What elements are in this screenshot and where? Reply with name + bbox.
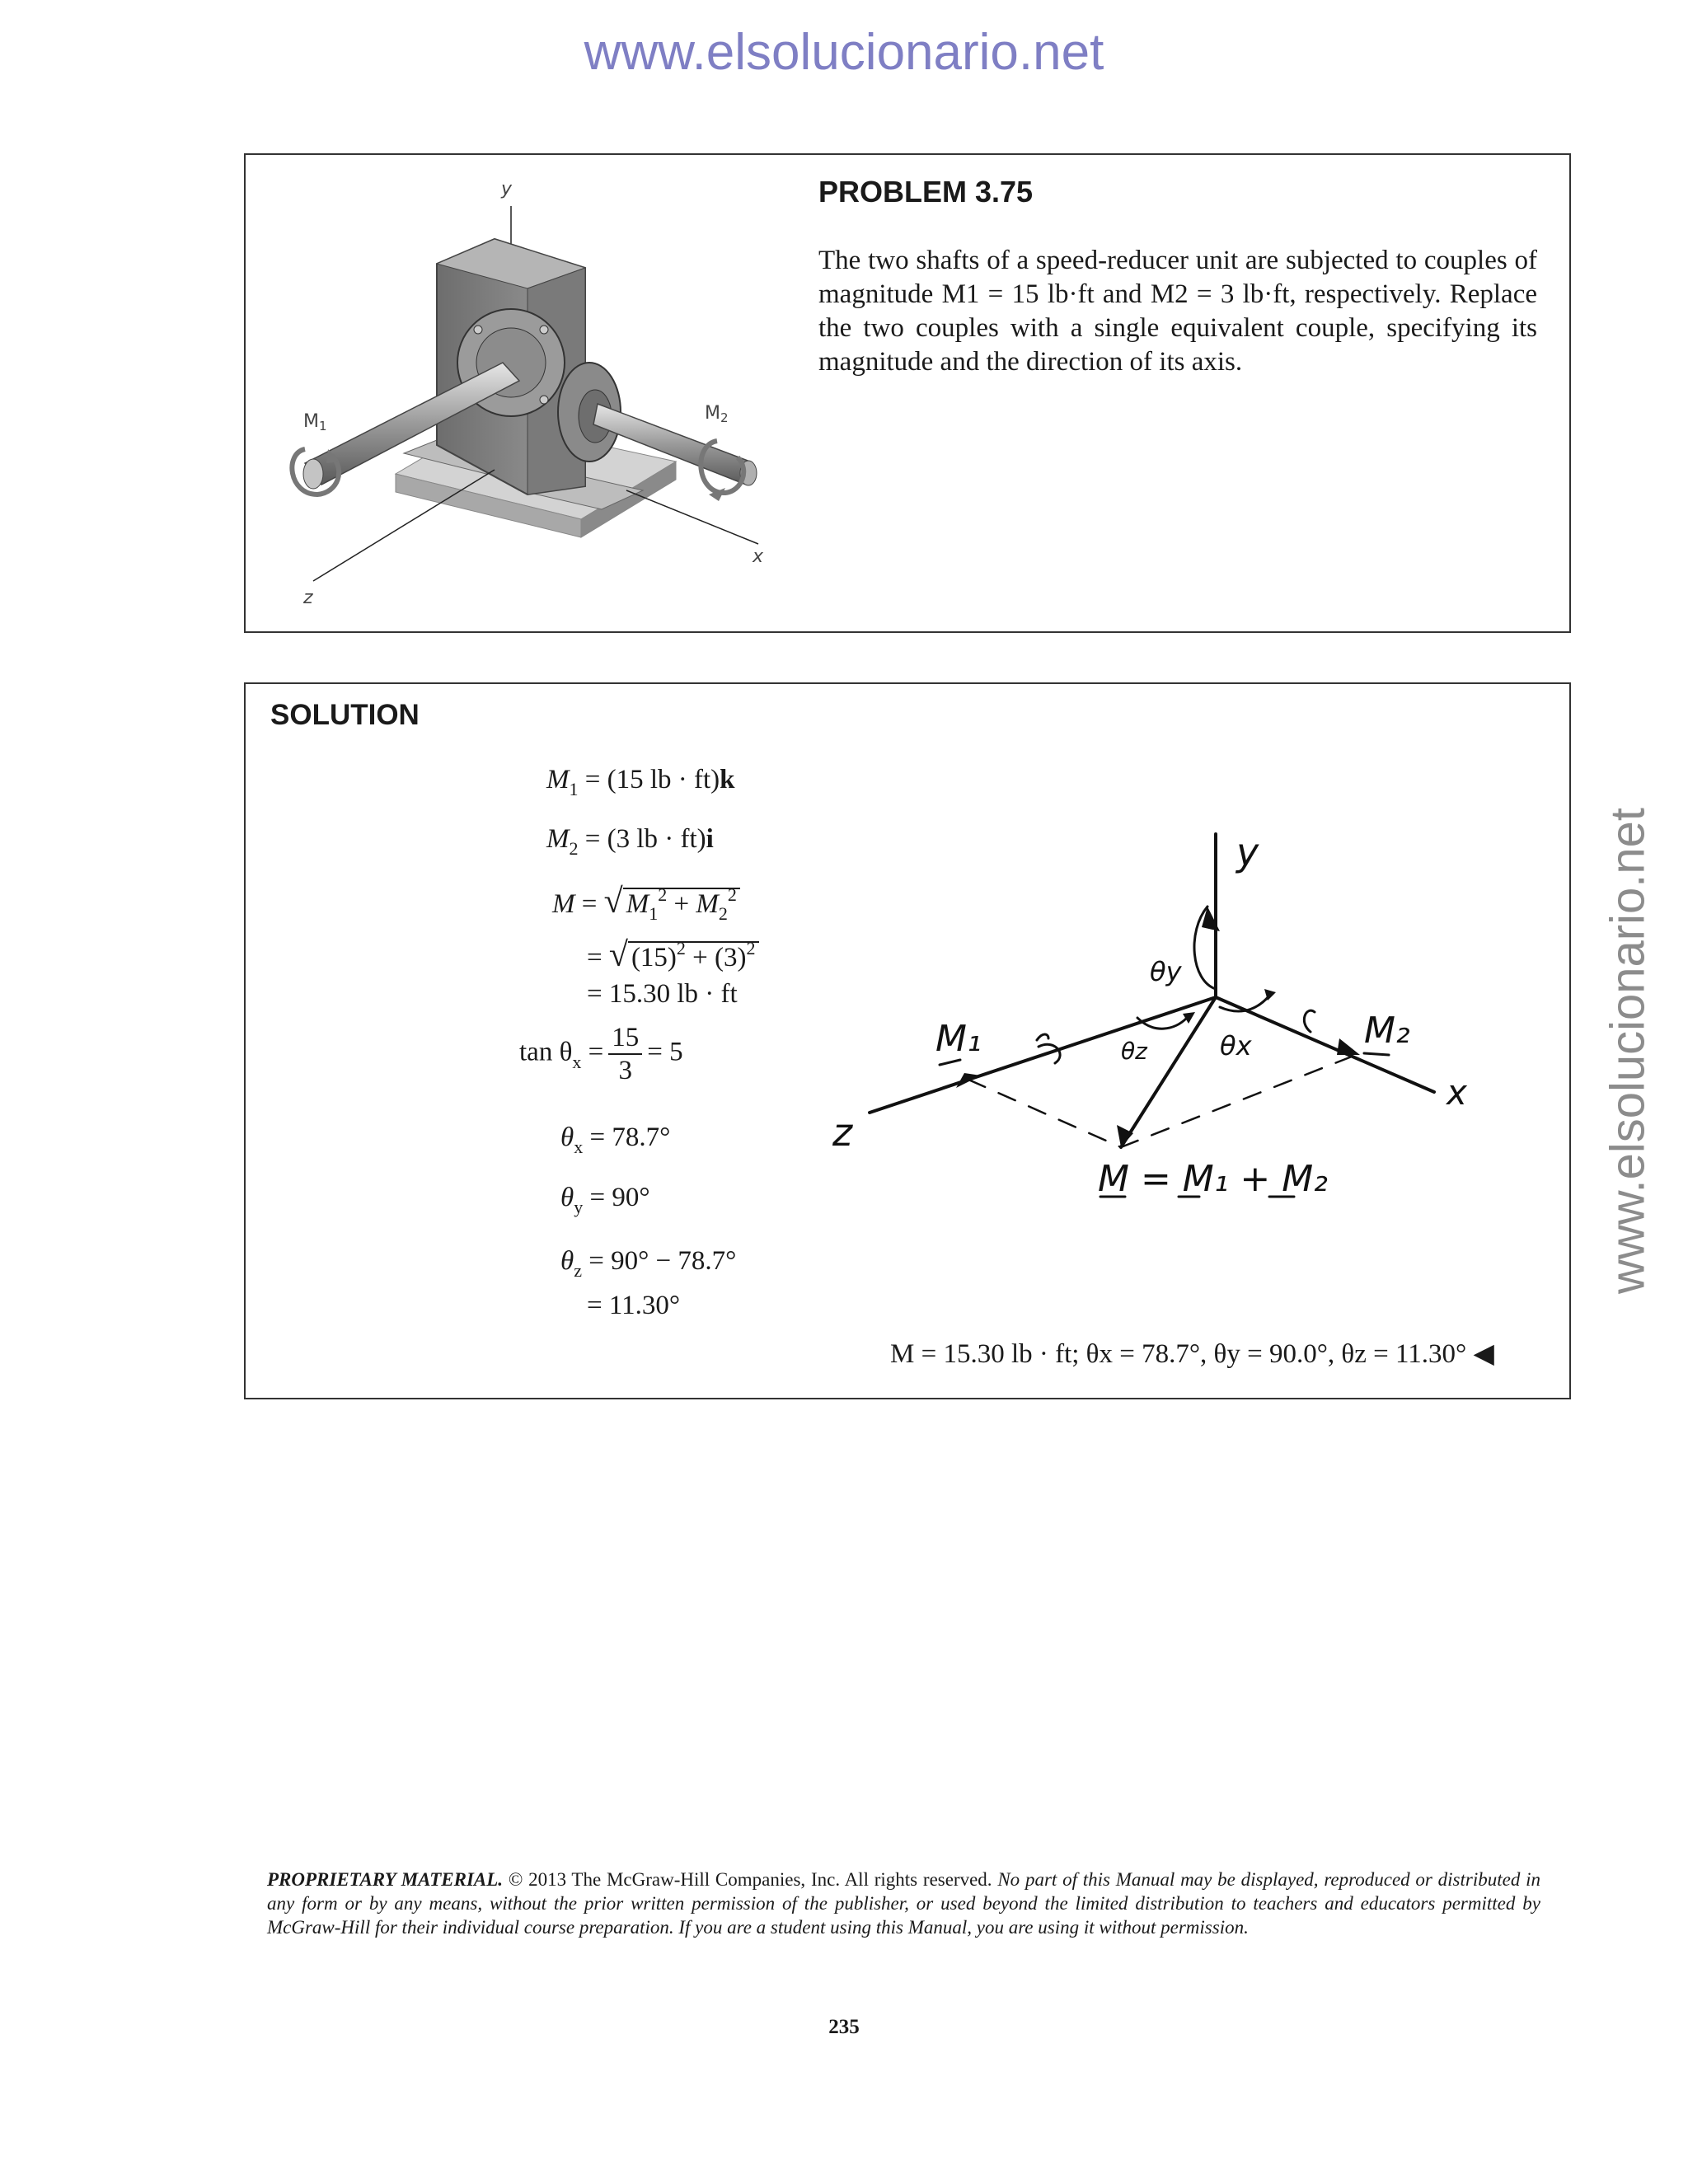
page-number: 235 xyxy=(828,2016,860,2038)
equation-tan-theta-x: $\tan \theta_x$ = $\frac{15}{3}$ = 5 xyxy=(519,1023,683,1085)
equation-theta-z: $\theta_z = 90^\circ - 78.7^\circ$ xyxy=(560,1246,737,1281)
equation-m2: $M_2 = (3$ lb · ft)i xyxy=(546,824,714,859)
figure-x-axis xyxy=(626,490,758,544)
equation-magnitude: M = √ $M_1^2 + M_2^2$ xyxy=(552,882,740,921)
equation-m1: $M_1 = (15$ lb · ft)k xyxy=(546,765,735,799)
figure-x-label: x xyxy=(753,546,764,567)
equation-magnitude-values: = √ $(15)^2 + (3)^2$ xyxy=(587,935,759,975)
speed-reducer-figure xyxy=(280,165,791,610)
solution-title: SOLUTION xyxy=(270,699,420,731)
figure-z-label: z xyxy=(303,588,313,608)
sketch-m1-label: M₁ xyxy=(935,1018,982,1060)
sketch-z-label: z xyxy=(832,1110,853,1155)
sketch-y-label: y xyxy=(1236,830,1259,874)
figure-m1-label: M1 xyxy=(303,411,327,434)
problem-text: The two shafts of a speed-reducer unit are subjected to couples of magnitude M1 = 15 lb·ft and M2 = 3 lb·ft, respectively. Replace the two couples with a single equivalent couple, specifying its magnitude and the direction of its axis. xyxy=(818,246,1537,377)
vector-sketch xyxy=(832,816,1508,1228)
footer-copyright: PROPRIETARY MATERIAL. © 2013 The McGraw-Hill Companies, Inc. All rights reserved. No part of this Manual may be displayed, reproduced or distributed in any form or by any means, without the prior written permission of the publisher, or used beyond the limited distribution to teachers and educators permitted by McGraw-Hill for their individual course preparation. If you are a student using this Manual, you are using it without permission. xyxy=(267,1869,1540,1938)
watermark-side: www.elsolucionario.net xyxy=(1601,808,1655,1294)
equation-magnitude-result: = 15.30 lb · ft xyxy=(587,979,738,1009)
sketch-z-axis xyxy=(870,997,1216,1113)
figure-m2-label: M2 xyxy=(705,403,729,425)
sketch-resultant-label: M = M₁ + M₂ xyxy=(1098,1158,1328,1200)
watermark-top[interactable]: www.elsolucionario.net xyxy=(584,24,1104,81)
sketch-m2-label: M₂ xyxy=(1364,1010,1410,1052)
equation-theta-y: $\theta_y = 90^\circ$ xyxy=(560,1183,650,1217)
sketch-resultant-vector xyxy=(1121,997,1216,1147)
figure-y-label: y xyxy=(501,179,513,199)
sketch-theta-z-label: θz xyxy=(1121,1038,1147,1065)
equation-theta-z-result: = 11.30° xyxy=(587,1291,681,1320)
sketch-theta-x-label: θx xyxy=(1220,1030,1252,1062)
sketch-theta-y-label: θy xyxy=(1150,956,1182,987)
sketch-x-label: x xyxy=(1447,1072,1467,1113)
final-answer: M = 15.30 lb · ft; θx = 78.7°, θy = 90.0°, θz = 11.30° ◀ xyxy=(890,1339,1494,1369)
problem-title: PROBLEM 3.75 xyxy=(818,175,1034,209)
equation-theta-x: $\theta_x = 78.7^\circ$ xyxy=(560,1122,671,1157)
